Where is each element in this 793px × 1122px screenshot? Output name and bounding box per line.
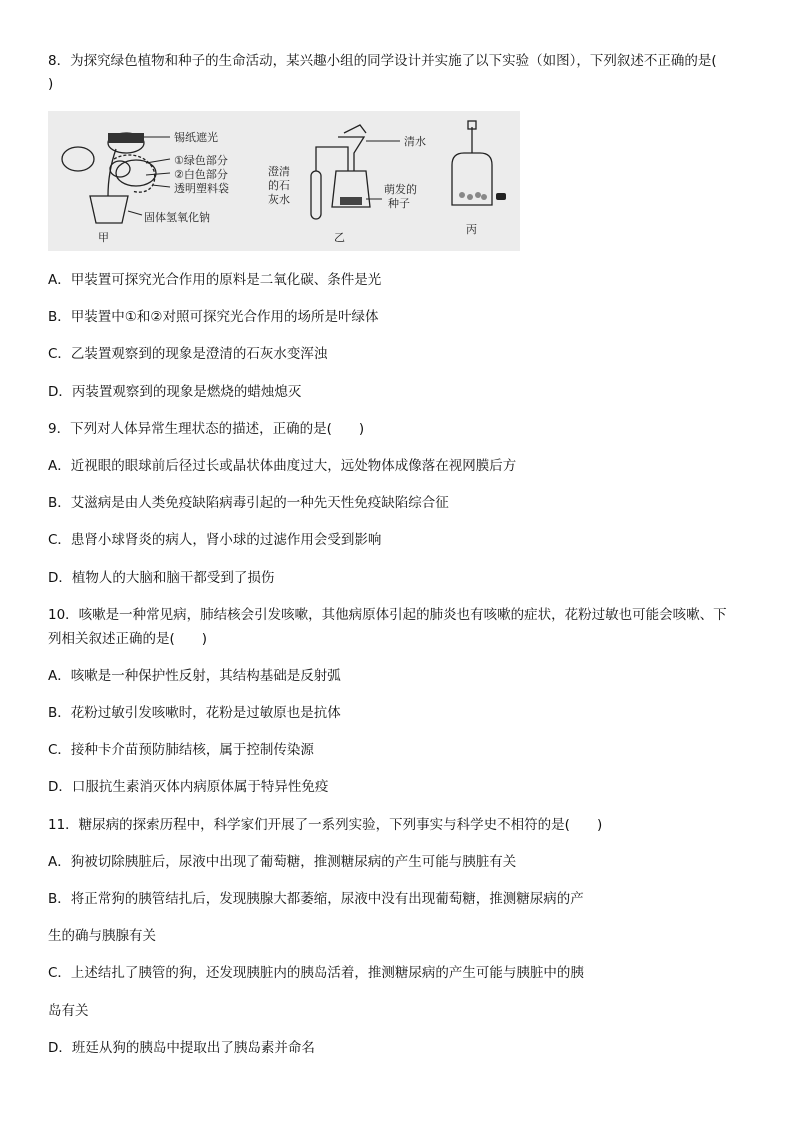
delivery-tube [316, 147, 348, 171]
experiment-diagram [48, 111, 520, 251]
q8-option-d: D．丙装置观察到的现象是燃烧的蜡烛熄灭 [48, 384, 302, 400]
label-yi: 乙 [334, 231, 345, 244]
leaf-bagged [116, 160, 156, 186]
q11-option-b-line2: 生的确与胰腺有关 [48, 928, 156, 944]
q10-option-b: B．花粉过敏引发咳嗽时，花粉是过敏原也是抗体 [48, 705, 341, 721]
label-foil: 锡纸遮光 [174, 131, 218, 144]
funnel [338, 137, 364, 171]
label-water: 清水 [404, 135, 426, 148]
q10-option-d: D．口服抗生素消灭体内病原体属于特异性免疫 [48, 779, 329, 795]
test-tube [311, 171, 321, 219]
q8-experiment-figure [48, 111, 520, 251]
label-jia: 甲 [98, 231, 109, 244]
q11-option-a: A．狗被切除胰脏后，尿液中出现了葡萄糖，推测糖尿病的产生可能与胰脏有关 [48, 854, 517, 870]
water-flask [344, 125, 366, 133]
q11-option-d: D．班廷从狗的胰岛中提取出了胰岛素并命名 [48, 1040, 315, 1056]
apparatus-bing [452, 121, 492, 205]
q10-stem-line2: 列相关叙述正确的是( ) [48, 631, 208, 647]
q10-stem-line1: 10．咳嗽是一种常见病，肺结核会引发咳嗽，其他病原体引起的肺炎也有咳嗽的症状，花粉过敏也可能会咳嗽、下 [48, 607, 727, 623]
plant-stem [108, 149, 116, 196]
foil-cover [108, 133, 144, 143]
label-bing: 丙 [466, 223, 477, 236]
apparatus-yi [311, 125, 370, 219]
q9-option-b: B．艾滋病是由人类免疫缺陷病毒引起的一种先天性免疫缺陷综合征 [48, 495, 449, 511]
q10-option-a: A．咳嗽是一种保护性反射，其结构基础是反射弧 [48, 668, 341, 684]
label-part2: ②白色部分 [174, 168, 228, 181]
leaf-middle [110, 161, 130, 177]
q8-stem-line2: ) [48, 76, 54, 92]
q10-option-c: C．接种卡介苗预防肺结核，属于控制传染源 [48, 742, 314, 758]
q9-option-a: A．近视眼的眼球前后径过长或晶状体曲度过大，远处物体成像落在视网膜后方 [48, 458, 517, 474]
q9-option-c: C．患肾小球肾炎的病人，肾小球的过滤作用会受到影响 [48, 532, 382, 548]
apparatus-jia [62, 133, 156, 223]
seed-layer [340, 197, 362, 205]
q8-stem-line1: 8．为探究绿色植物和种子的生命活动，某兴趣小组的同学设计并实施了以下实验（如图），下列叙述不正确的是( [48, 53, 717, 69]
flower-pot [90, 196, 128, 223]
q9-option-d: D．植物人的大脑和脑干都受到了损伤 [48, 570, 275, 586]
q8-option-a: A．甲装置可探究光合作用的原料是二氧化碳、条件是光 [48, 272, 382, 288]
label-naoh: 固体氢氧化钠 [144, 211, 210, 224]
label-part1: ①绿色部分 [174, 154, 228, 167]
label-limewater-1: 澄清 [268, 165, 290, 178]
label-seeds-2: 种子 [388, 197, 410, 210]
stopper [496, 193, 506, 200]
label-limewater-3: 灰水 [268, 193, 290, 206]
label-seeds-1: 萌发的 [384, 183, 417, 196]
leaf-left [62, 147, 94, 171]
q8-option-b: B．甲装置中①和②对照可探究光合作用的场所是叶绿体 [48, 309, 379, 325]
q9-stem: 9．下列对人体异常生理状态的描述，正确的是( ) [48, 421, 365, 437]
label-bag: 透明塑料袋 [174, 182, 229, 195]
q11-option-c-line1: C．上述结扎了胰管的狗，还发现胰脏内的胰岛活着，推测糖尿病的产生可能与胰脏中的胰 [48, 965, 584, 981]
q8-option-c: C．乙装置观察到的现象是澄清的石灰水变浑浊 [48, 346, 328, 362]
q11-option-c-line2: 岛有关 [48, 1003, 89, 1019]
label-limewater-2: 的石 [268, 179, 290, 192]
q11-stem: 11．糖尿病的探索历程中，科学家们开展了一系列实验，下列事实与科学史不相符的是( ) [48, 817, 603, 833]
q11-option-b-line1: B．将正常狗的胰管结扎后，发现胰腺大都萎缩，尿液中没有出现葡萄糖，推测糖尿病的产 [48, 891, 584, 907]
